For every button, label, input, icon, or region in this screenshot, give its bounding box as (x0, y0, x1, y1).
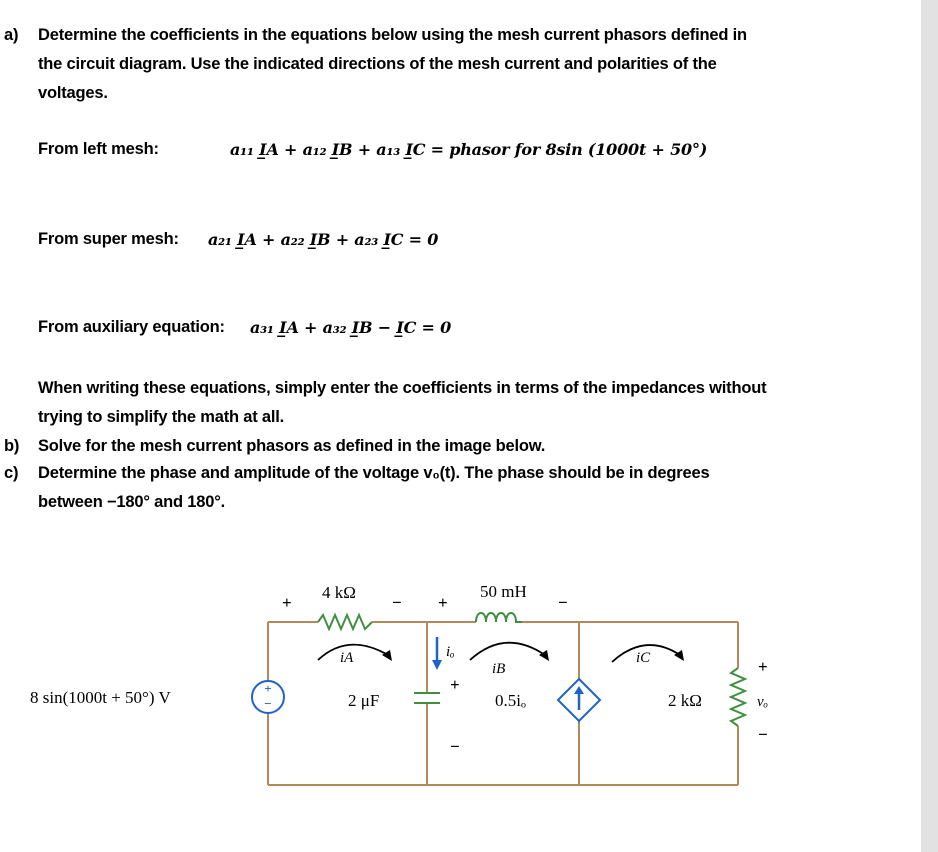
note-line-1: When writing these equations, simply enter the coefficients in terms of the impedances without (38, 379, 767, 397)
inductor-icon (476, 613, 522, 622)
part-a-line-2: the circuit diagram. Use the indicated directions of the mesh current and polarities of the (38, 55, 717, 73)
current-io-arrow-icon (432, 637, 442, 670)
dep-source-plus: + (450, 675, 460, 694)
capacitor-icon (414, 693, 440, 703)
resistor-2k-label: 2 kΩ (668, 691, 702, 710)
inductor-plus: + (438, 593, 448, 612)
auxiliary-equation: a₃₁ I̲A + a₃₂ I̲B − I̲C = 0 (250, 318, 452, 337)
dependent-current-source-icon (558, 679, 600, 721)
part-c-marker: c) (4, 464, 19, 482)
auxiliary-label: From auxiliary equation: (38, 318, 225, 336)
resistor-2k-icon (731, 668, 745, 726)
svg-text:+: + (264, 681, 272, 696)
resistor-4k-plus: + (282, 593, 292, 612)
voltage-source-icon (252, 681, 284, 713)
output-minus: − (758, 725, 768, 744)
mesh-arrows (318, 643, 680, 662)
inductor-label: 50 mH (480, 582, 527, 601)
left-mesh-equation: a₁₁ I̲A + a₁₂ I̲B + a₁₃ I̲C = phasor for 8sin (1000t + 50°) (230, 140, 708, 159)
resistor-4k-icon (318, 615, 372, 629)
left-mesh-label: From left mesh: (38, 140, 159, 158)
part-c-line-2: between −180° and 180°. (38, 493, 225, 511)
part-b-marker: b) (4, 437, 20, 455)
resistor-4k-minus: − (392, 593, 402, 612)
part-a-line-1: Determine the coefficients in the equations below using the mesh current phasors defined in (38, 26, 747, 44)
part-a-line-3: voltages. (38, 84, 108, 102)
mesh-a-label: iA (340, 650, 354, 666)
current-io-label: iₒ (446, 644, 455, 660)
super-mesh-label: From super mesh: (38, 230, 179, 248)
output-plus: + (758, 657, 768, 676)
inductor-minus: − (558, 593, 568, 612)
capacitor-label: 2 μF (348, 691, 380, 710)
mesh-b-arrow-icon (470, 643, 545, 660)
resistor-4k-label: 4 kΩ (322, 583, 356, 602)
voltage-source-label: 8 sin(1000t + 50°) V (30, 688, 171, 707)
circuit-diagram (0, 560, 938, 800)
svg-text:−: − (264, 696, 272, 711)
mesh-b-label: iB (492, 661, 506, 677)
output-voltage-label: vₒ (757, 694, 768, 710)
part-b-text: Solve for the mesh current phasors as defined in the image below. (38, 437, 546, 455)
part-c-line-1: Determine the phase and amplitude of the voltage v₀(t). The phase should be in degrees (38, 464, 710, 482)
dep-source-minus: − (450, 737, 460, 756)
dependent-source-label: 0.5iₒ (495, 691, 526, 710)
note-line-2: trying to simplify the math at all. (38, 408, 285, 426)
part-a-marker: a) (4, 26, 19, 44)
mesh-c-label: iC (636, 650, 651, 666)
super-mesh-equation: a₂₁ I̲A + a₂₂ I̲B + a₂₃ I̲C = 0 (208, 230, 439, 249)
